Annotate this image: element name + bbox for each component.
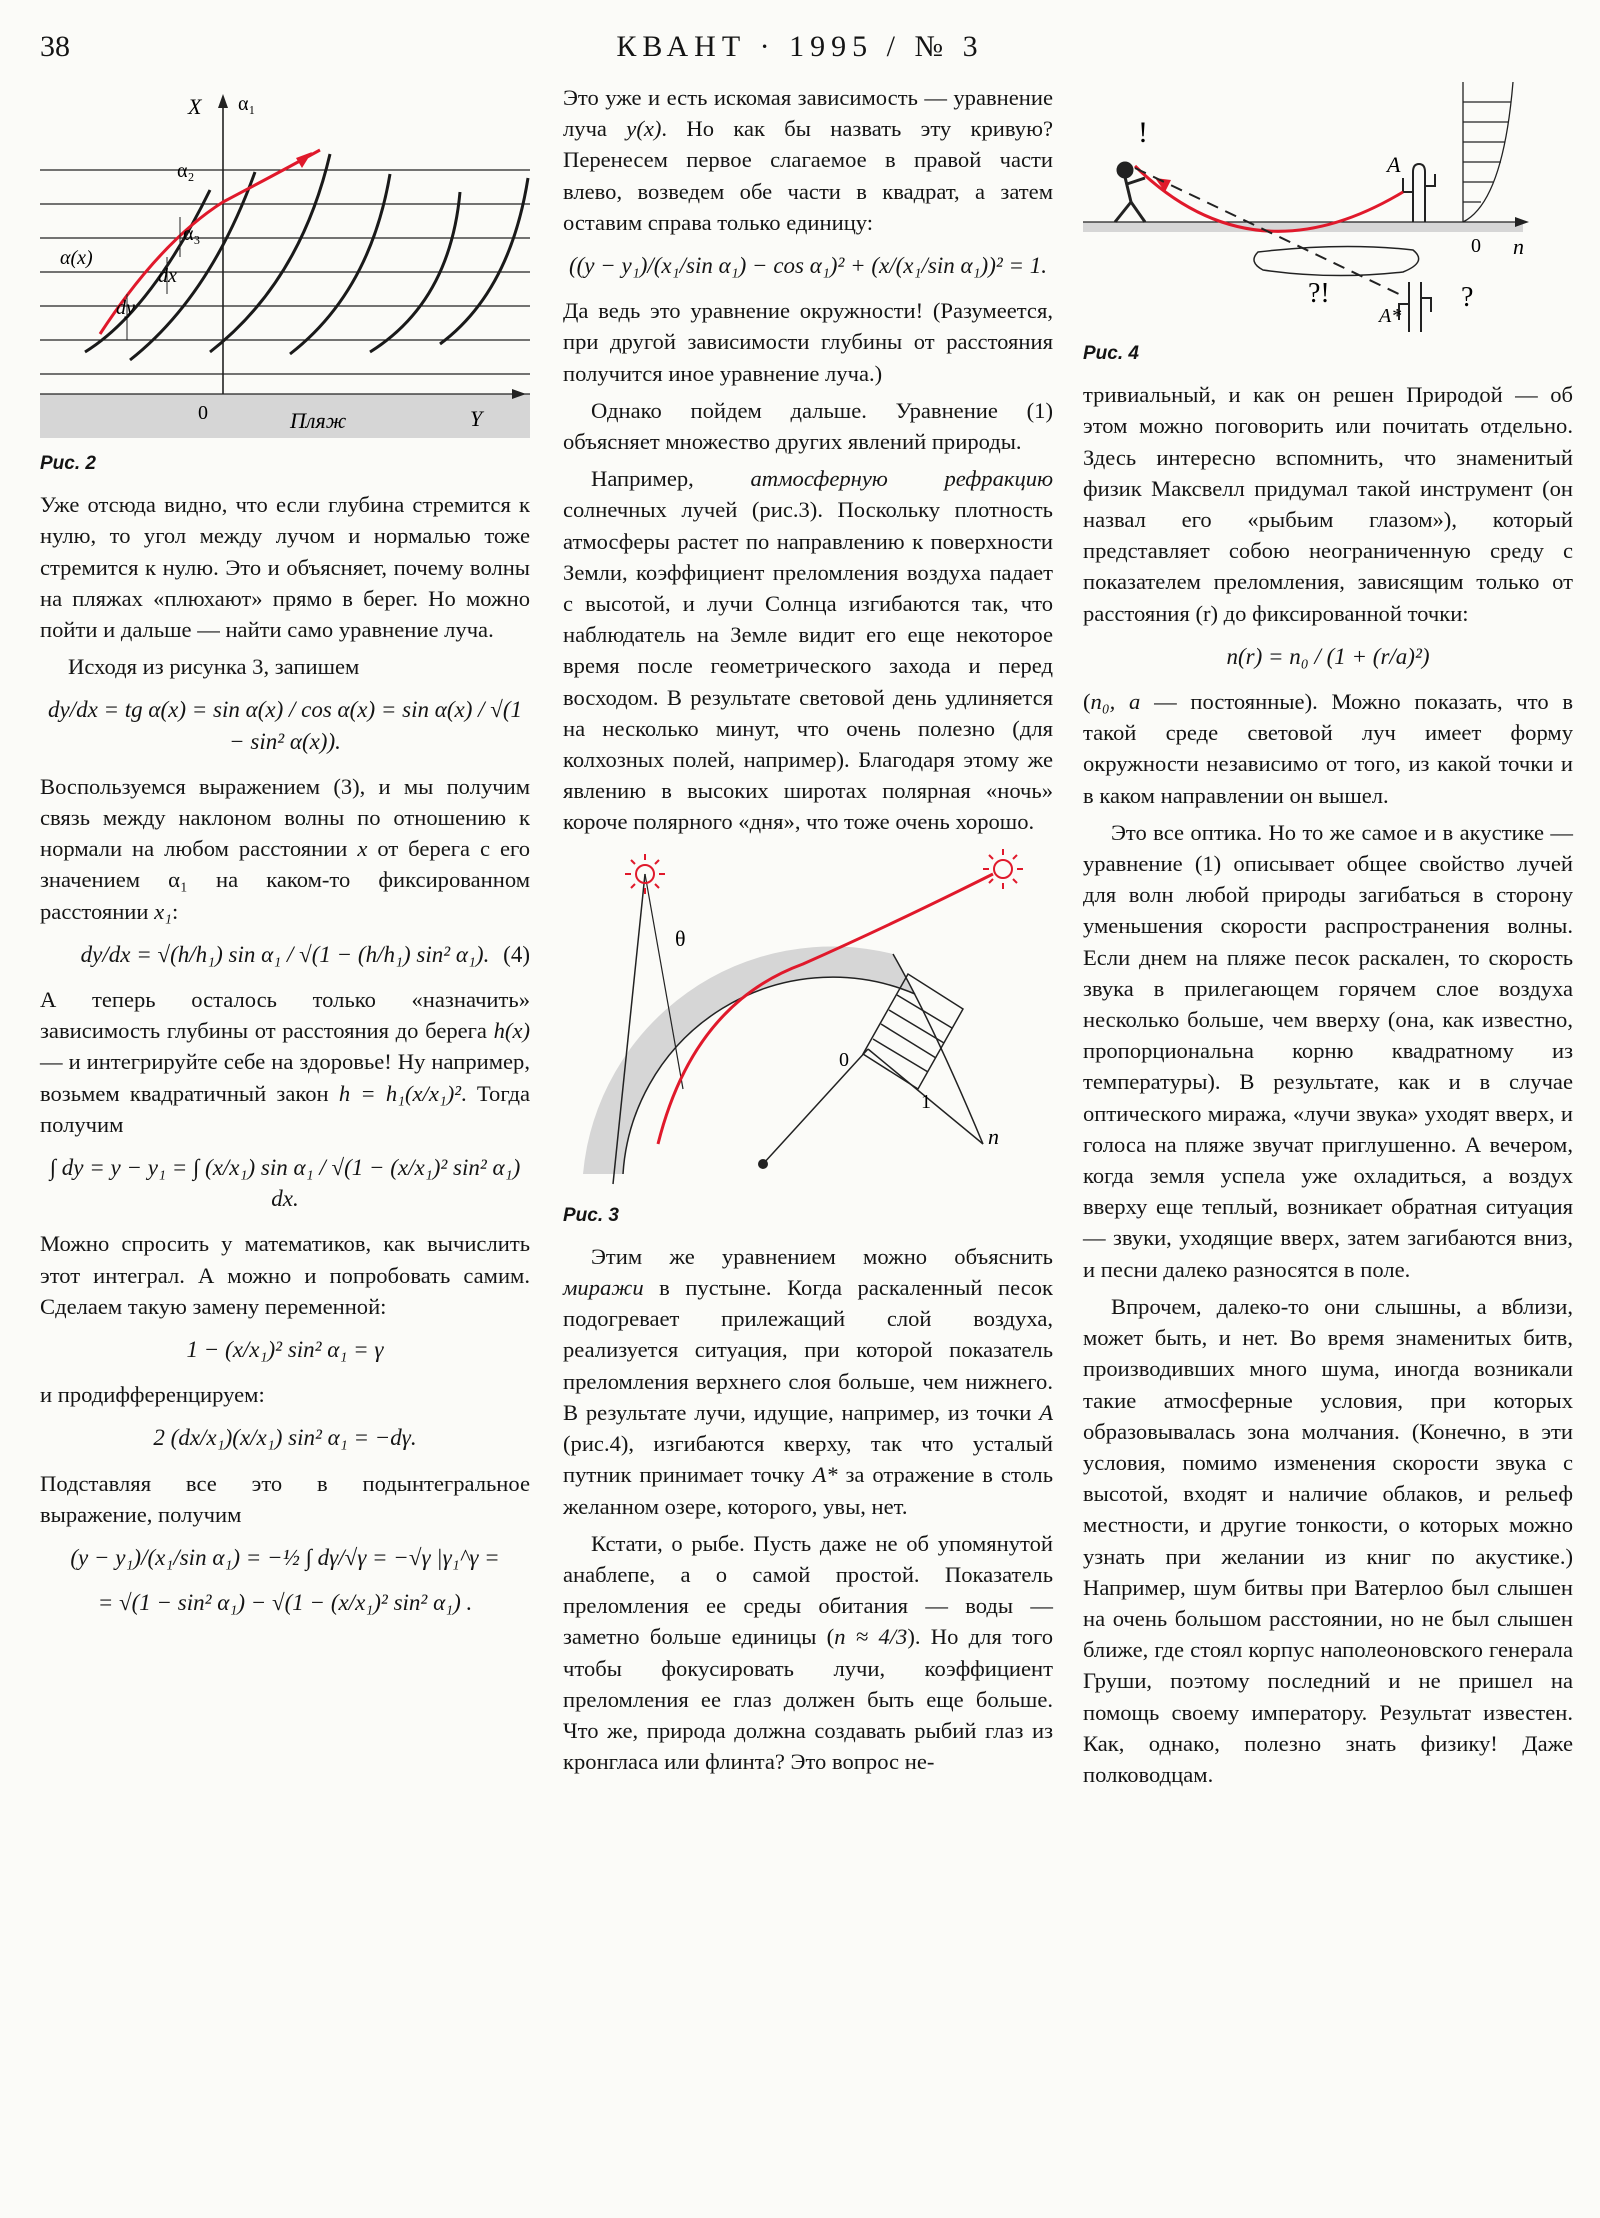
earth-surface-band (583, 946, 915, 1174)
column-3 (1083, 82, 1573, 1796)
fig3-one-label: 1 (921, 1090, 931, 1113)
x-axis-arrow (218, 94, 228, 108)
cactus-reflection (1399, 282, 1431, 332)
fig2-zero-label: 0 (198, 402, 208, 424)
col2-para-5: Этим же уравнением можно объяснить миражи в пустыне. Когда раскаленный песок подогревает прилежащий слой воздуха, реализуется ситуация, при которой показатель преломления верхнего слоя больше, чем нижнего. В результате лучи, идущие, например, из точки A (рис.4), изгибаются кверху, так что усталый путник принимает точку A* за отражение в столь желанном озере, которого, увы, нет. (563, 1243, 1054, 1519)
running-title: КВАНТ · 1995 / № 3 (616, 30, 984, 63)
fig4-caption: Рис. 4 (1083, 343, 1139, 364)
col2-para-3: Однако пойдем дальше. Уравнение (1) объясняет множество других явлений природы. (563, 397, 1053, 455)
fig4-A-label: A (1387, 152, 1401, 177)
formula-result-1: (y − y₁)/(x₁/sin α₁) = −½ ∫ dγ/√γ = −√γ |γ₁^γ = (70, 1545, 500, 1571)
formula-dydx: dy/dx = tg α(x) = sin α(x) / cos α(x) = sin α(x) / √(1 − sin² α(x)). (47, 697, 523, 754)
fig2-x-label: X (188, 94, 202, 119)
formula-result-2: = √(1 − sin² α₁) − √(1 − (x/x₁)² sin² α₁) . (97, 1590, 473, 1616)
col1-para-1: Уже отсюда видно, что если глубина стремится к нулю, то угол между лучом и нормалью тоже стремится к нулю. Это и объясняет, почему волны на пляжах «плюхают» прямо в берег. Но можно пойти и дальше — найти само уравнение луча. (40, 492, 530, 643)
formula-integral: ∫ dy = y − y₁ = ∫ (x/x₁) sin α₁ / √(1 − (x/x₁)² sin² α₁) dx. (49, 1155, 521, 1212)
col3-para-1: тривиальный, и как он решен Природой — об этом можно поговорить или почитать отдельно. Здесь интересно вспомнить, что знаменитый физик Максвелл придумал такой инструмент (он назвал его «рыбьим глазом»), который представляет собою неограниченную среду с показателем преломления, зависящим только от расстояния (r) до фиксированной точки: (1083, 382, 1573, 626)
wave-crest (440, 178, 528, 344)
formula-maxwell: n(r) = n₀ / (1 + (r/a)²) (1226, 643, 1430, 669)
wave-crest (210, 154, 330, 352)
col2-para-6: Кстати, о рыбе. Пусть даже не об упомянутой анаблепе, а о самой простой. Показатель преломления ее среды обитания — воды — заметно больше единицы (n ≈ 4/3). Но для того чтобы фокусировать лучи, коэффициент преломления ее глаз должен быть еще больше. Что же, природа должна создавать рыбий глаз из кронгласа или флинта? Это вопрос не- (563, 1530, 1053, 1775)
fig2-alpha-x-label: α(x) (60, 247, 93, 269)
eq4-number: (4) (503, 941, 530, 967)
page-number: 38 (40, 30, 70, 63)
col1-para-4: А теперь осталось только «назначить» зависимость глубины от расстояния до берега h(x) — и интегрируйте себе на здоровье! Ну например, возьмем квадратичный закон h = h₁(x/x₁)². Тогда получим (40, 987, 530, 1137)
fig4-question2-label: ? (1461, 282, 1474, 313)
column-1 (40, 82, 530, 1633)
fig2-caption: Рис. 2 (40, 453, 96, 474)
figure-4 (1083, 82, 1573, 332)
col2-para-1: Это уже и есть искомая зависимость — уравнение луча y(x). Но как бы назвать эту кривую? Перенесем первое слагаемое в правой части влево, возведем обе части в квадрат, а затем оставим справа только единицу: (563, 85, 1053, 235)
figure-3 (563, 844, 1053, 1194)
fig2-y-label: Y (470, 406, 483, 431)
fig3-theta-label: θ (675, 925, 686, 951)
col3-para-4: Впрочем, далеко-то они слышны, а вблизи, может быть, и нет. Во время знаменитых битв, производивших много шума, иногда возникали такие атмосферные условия, при которых образовывалась зона молчания. (Конечно, в эти условия, помимо изменения скорости звука с высотой, входят и наличие облаков, и рельеф местности, и другие тонкости, о которых можно узнать при желании из книг по акустике.) Например, шум битвы при Ватерлоо был слышен на очень большом расстоянии, но не был слышен ближе, где стоял корпус наполеоновского генерала Груши, поэтому последний и не пришел на помощь своему императору. Результат известен. Как, однако, полезно знать физику! Даже полководцам. (1083, 1293, 1573, 1787)
fig3-zero-label: 0 (839, 1048, 849, 1071)
fig4-zero-label: 0 (1471, 235, 1481, 257)
fig2-dy-label: dy (116, 297, 135, 319)
sun-icon (983, 849, 1023, 889)
fig2-alpha2-label: α₂ (177, 160, 195, 182)
col1-para-2: Исходя из рисунка 3, запишем (68, 654, 360, 680)
formula-differential: 2 (dx/x₁)(x/x₁) sin² α₁ = −dγ. (153, 1425, 417, 1451)
beach-strip (40, 394, 530, 438)
fig4-exclaim-label: ! (1138, 116, 1148, 149)
speed-profile (1463, 82, 1513, 222)
figure-2 (40, 82, 530, 442)
fig2-dx-label: dx (158, 265, 177, 287)
formula-eq4: dy/dx = √(h/h₁) sin α₁ / √(1 − (h/h₁) sin² α₁). (4) (40, 939, 530, 970)
col1-para-5: Можно спросить у математиков, как вычислить этот интеграл. А можно и попробовать самим. Сделаем такую замену переменной: (40, 1231, 530, 1319)
cactus-figure (1403, 164, 1435, 222)
fig4-n-label: n (1513, 234, 1524, 259)
col3-para-3: Это все оптика. Но то же самое и в акустике — уравнение (1) описывает общее свойство лучей для волн любой природы загибаться в сторону уменьшения скорости распространения волны. Если днем на пляже песок раскален, то скорость звука в прилегающем горячем слое воздуха несколько больше, чем вверху (она, как известно, пропорциональна корню квадратному из температуры). В результате, как и в случае оптического миража, «лучи звука» уходят вверх, и голоса на пляже звучат приглушенно. А вечером, когда земля успела уже охладиться, а воздух вверху еще теплый, возникает обратная ситуация — звуки, уходящие вверх, затем загибаются вниз, и песни далеко разносятся в поле. (1083, 819, 1573, 1282)
col2-para-4: Например, атмосферную рефракцию солнечных лучей (рис.3). Поскольку плотность атмосферы растет по направлению к поверхности Земли, коэффициент преломления воздуха падает с высотой, и лучи Солнца изгибаются так, что наблюдатель на Земле видит его еще некоторое время после геометрического захода и перед восходом. В результате световой день удлиняется на несколько минут, что очень полезно (для колхозных полей, например). Благодаря этому же явлению в высоких широтах полярная «ночь» короче полярного «дня», что тоже очень хорошо. (563, 466, 1053, 835)
radius-line (763, 1049, 868, 1164)
wave-crest (130, 172, 255, 360)
formula-circle: ((y − y₁)/(x₁/sin α₁) − cos α₁)² + (x/(x₁/sin α₁))² = 1. (568, 253, 1048, 279)
fig4-A-star-label: A* (1379, 305, 1402, 327)
formula-substitution: 1 − (x/x₁)² sin² α₁ = γ (186, 1337, 384, 1363)
wave-crest (290, 174, 390, 354)
earth-center-point (758, 1159, 768, 1169)
col1-para-6: и продифференцируем: (40, 1382, 265, 1408)
col2-para-2: Да ведь это уравнение окружности! (Разумеется, при другой зависимости глубины от расстояния получится иное уравнение луча.) (563, 298, 1053, 386)
col1-para-7: Подставляя все это в подынтегральное выражение, получим (40, 1470, 530, 1527)
fig2-alpha3-label: α₃ (183, 223, 201, 245)
column-2 (563, 82, 1053, 1783)
ray-arrow (296, 152, 312, 168)
fig4-question-label: ?! (1308, 278, 1330, 309)
col3-para-2: (n₀, a — постоянные). Можно показать, что в такой среде световой луч имеет форму окружности независимо от того, из какой точки и в каком направлении он вышел. (1083, 689, 1573, 808)
fig3-n-label: n (988, 1123, 999, 1149)
fig2-beach-label: Пляж (290, 408, 347, 433)
mirage-lake (1254, 246, 1419, 275)
earth-surface-outline (623, 977, 915, 1174)
fig3-caption: Рис. 3 (563, 1204, 619, 1226)
col1-para-3: Воспользуемся выражением (3), и мы получим связь между наклоном волны по отношению к нормали на любом расстоянии x от берега с его значением α₁ на каком-то фиксированном расстоянии x₁: (40, 773, 530, 924)
fig2-alpha1-label: α₁ (238, 93, 256, 115)
